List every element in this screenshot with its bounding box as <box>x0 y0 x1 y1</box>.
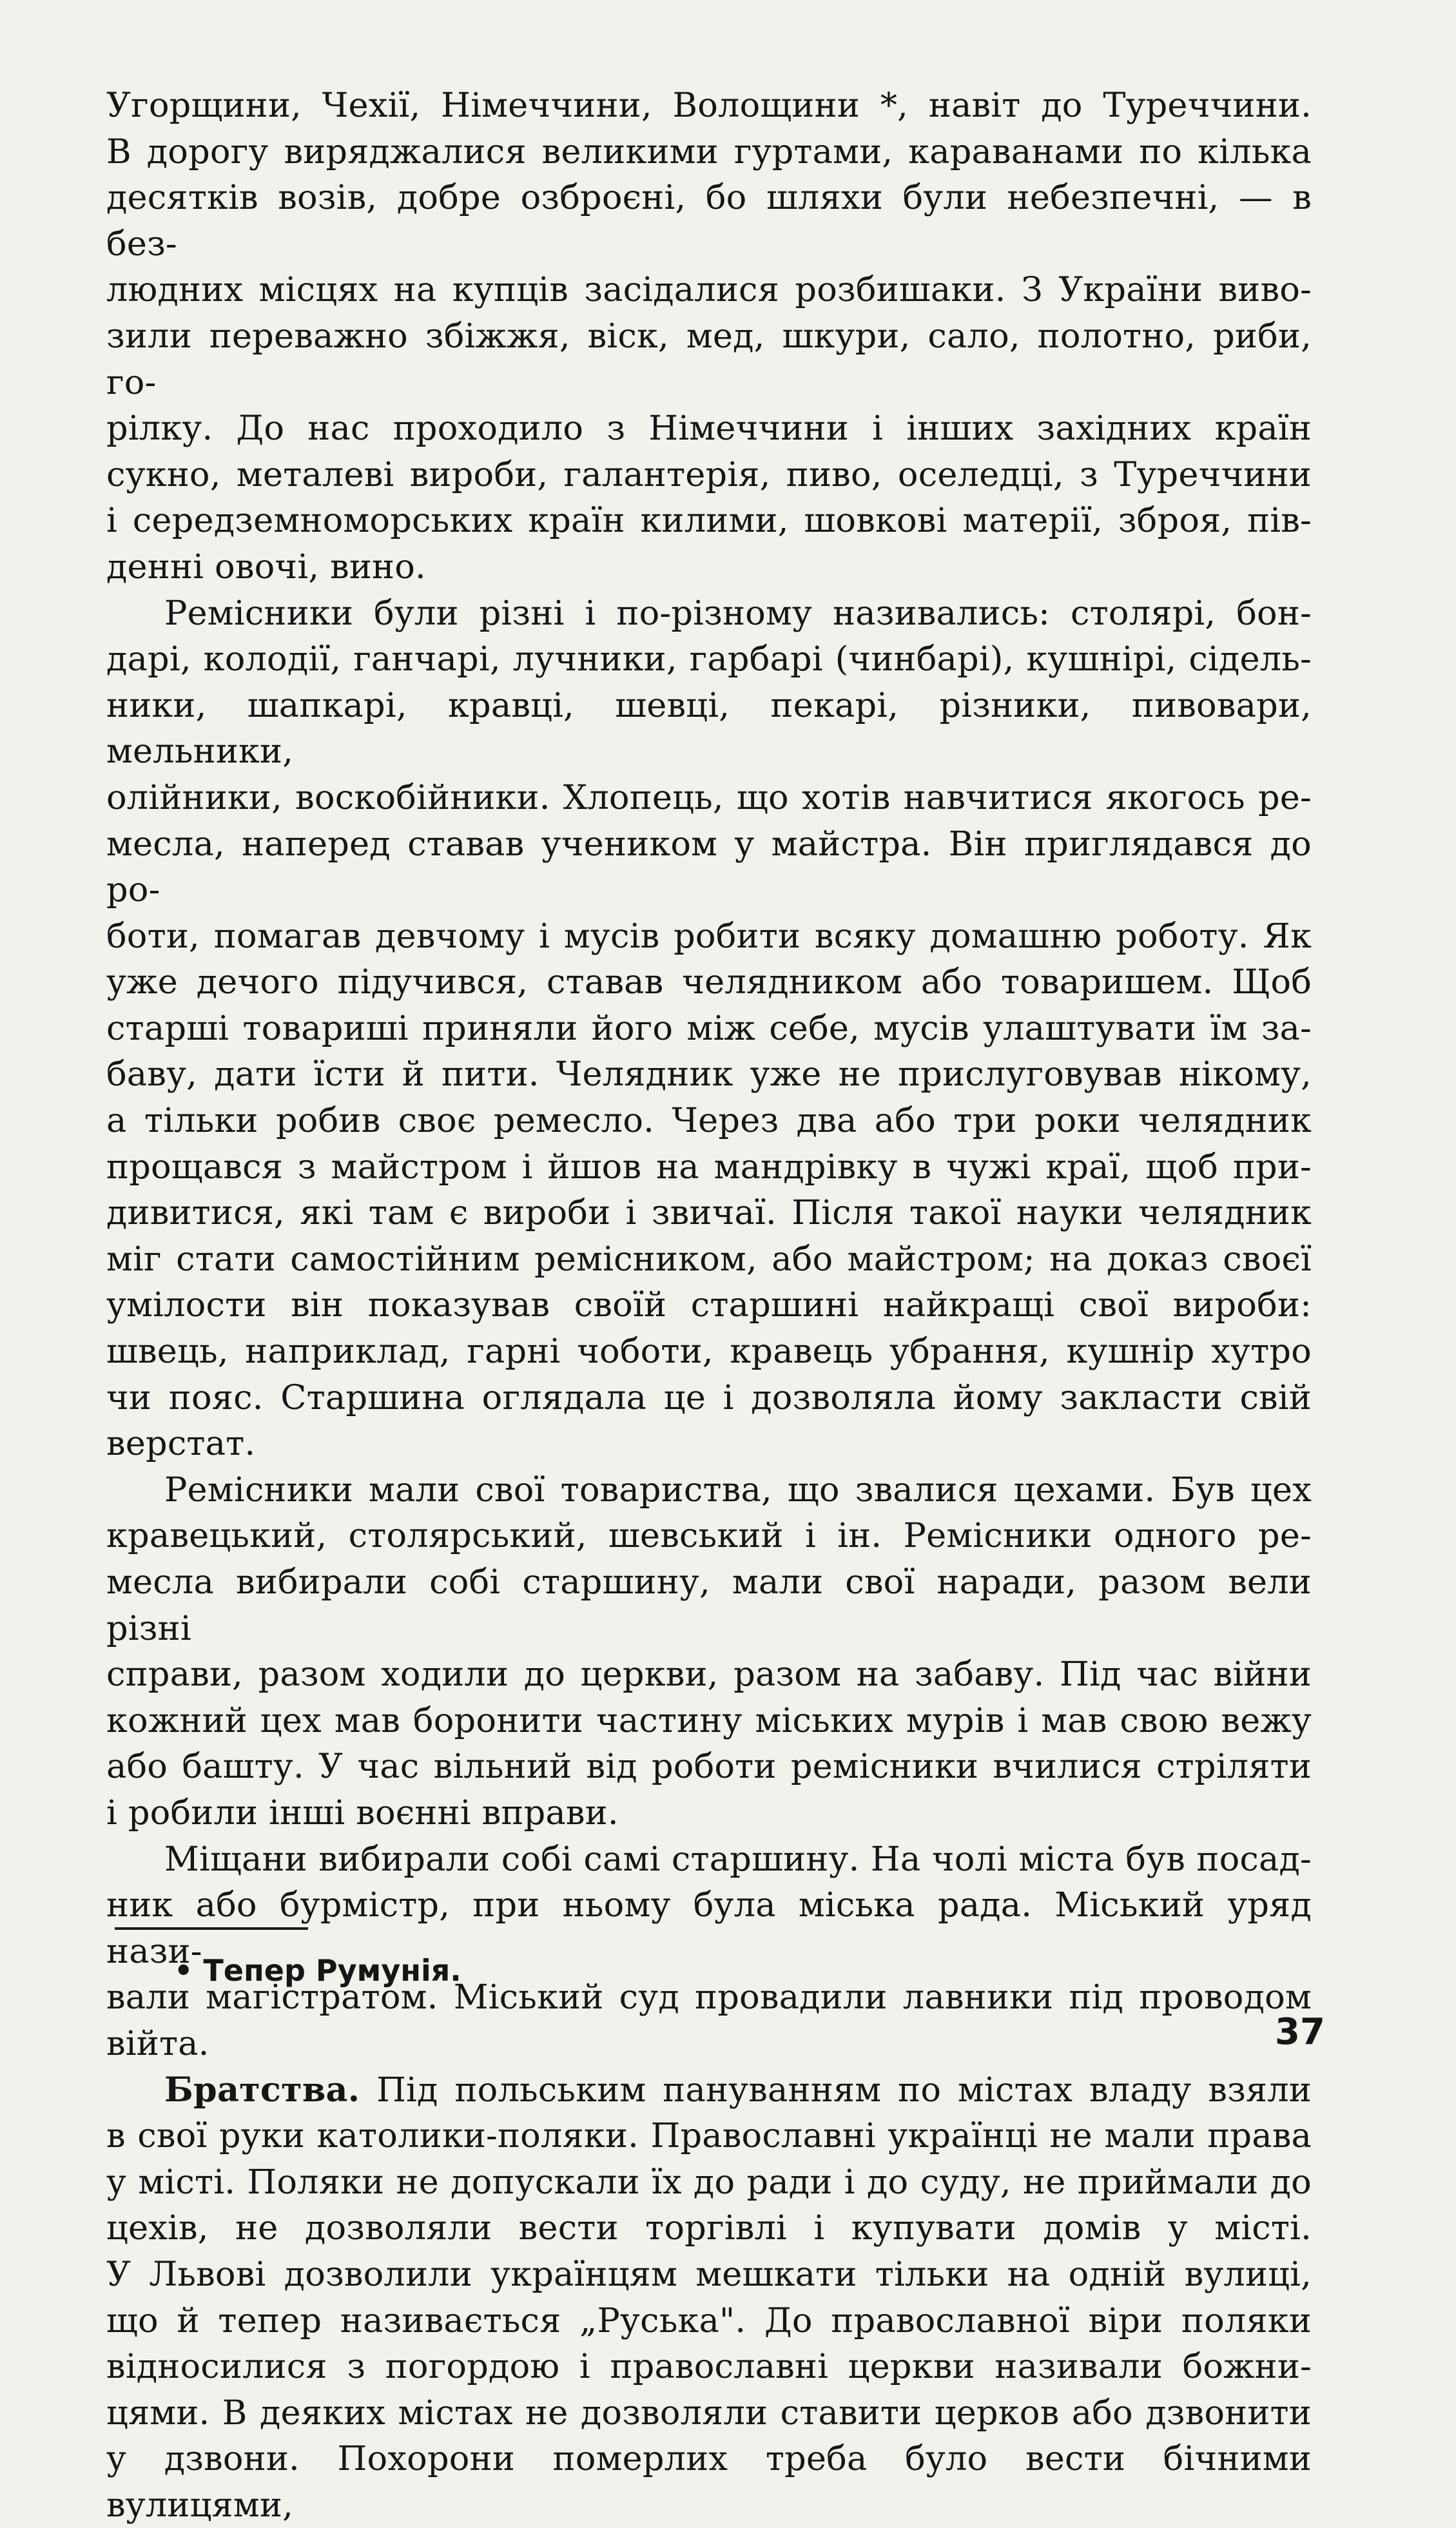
text-line-content: У Львові дозволили українцям мешкати тільки на одній вулиці, <box>106 2254 1312 2294</box>
text-line-content: війта. <box>106 2023 209 2063</box>
text-line <box>106 1375 1312 1421</box>
text-line <box>106 2205 1312 2251</box>
text-line-content: і середземноморських країн килими, шовкові матерії, зброя, пів- <box>106 501 1312 541</box>
text-line-content: цехів, не дозволяли вести торгівлі і купувати домів у місті. <box>106 2208 1312 2248</box>
text-line-content: справи, разом ходили до церкви, разом на забаву. Під час війни <box>106 1655 1312 1695</box>
text-line <box>106 1098 1312 1144</box>
text-line-content: зили переважно збіжжя, віск, мед, шкури, сало, полотно, риби, го- <box>106 316 1312 402</box>
text-line-content: у дзвони. Похорони померлих треба було вести бічними вулицями, <box>106 2439 1312 2525</box>
section-lead-heading: Братства. <box>164 2070 360 2110</box>
text-line-content: ники, шапкарі, кравці, шевці, пекарі, різники, пивовари, мельники, <box>106 685 1312 772</box>
text-line-content: у місті. Поляки не допускали їх до ради і до суду, не приймали до <box>106 2162 1312 2202</box>
text-line <box>106 1190 1312 1236</box>
text-line <box>106 1467 1312 1513</box>
text-line <box>106 775 1312 821</box>
text-line-content: швець, наприклад, гарні чоботи, кравець убрання, кушнір хутро <box>106 1332 1312 1372</box>
footnote-divider <box>115 1927 308 1930</box>
text-line <box>106 1513 1312 1559</box>
text-line-content: старші товариші приняли його між себе, мусів улаштувати їм за- <box>106 1008 1312 1048</box>
text-line-content: баву, дати їсти й пити. Челядник уже не прислуговував нікому, <box>106 1055 1312 1094</box>
text-line-content: Ремісники мали свої товариства, що звалися цехами. Був цех <box>164 1470 1312 1510</box>
text-line <box>106 2251 1312 2298</box>
text-line-content: цями. В деяких містах не дозволяли ставити церков або дзвонити <box>106 2393 1312 2433</box>
text-line <box>106 590 1312 637</box>
text-line-content: месла вибирали собі старшину, мали свої наради, разом вели різні <box>106 1562 1312 1648</box>
text-line <box>106 821 1312 913</box>
text-line <box>106 2067 1312 2114</box>
text-line-content: кравецький, столярський, шевський і ін. Ремісники одного ре- <box>106 1516 1312 1556</box>
text-line-content: Ремісники були різні і по-різному називались: столярі, бон- <box>164 593 1312 633</box>
text-line-content: верстат. <box>106 1424 256 1464</box>
text-line <box>106 1236 1312 1283</box>
page-body <box>106 83 1312 2528</box>
text-line-content: Під польським пануванням по містах владу взяли <box>360 2070 1312 2110</box>
text-line-content: що й тепер називається „Руська". До православної віри поляки <box>106 2300 1312 2340</box>
text-line <box>106 1836 1312 1883</box>
text-line-content: боти, помагав девчому і мусів робити всяку домашню роботу. Як <box>106 916 1312 956</box>
text-line-content: сукно, металеві вироби, галантерія, пиво, оселедці, з Туреччини <box>106 454 1312 494</box>
text-line-content: кожний цех мав боронити частину міських мурів і мав свою вежу <box>106 1700 1312 1740</box>
footnote: • Тепер Румунія. <box>174 1953 461 1988</box>
text-line-content: ник або бурмістр, при ньому була міська рада. Міський уряд нази- <box>106 1885 1312 1971</box>
text-line <box>106 405 1312 452</box>
text-line <box>106 2298 1312 2344</box>
text-line <box>106 2021 1312 2067</box>
text-line <box>106 1328 1312 1375</box>
text-line <box>106 2344 1312 2390</box>
text-line <box>106 1421 1312 1467</box>
text-line-content: Міщани вибирали собі самі старшину. На чолі міста був посад- <box>164 1839 1312 1879</box>
text-line-content: людних місцях на купців засідалися розбишаки. З України вивo- <box>106 270 1312 310</box>
text-line-content: В дорогу виряджалися великими гуртами, караванами по кілька <box>106 131 1312 171</box>
text-line-content: дивитися, які там є вироби і звичаї. Після такої науки челядник <box>106 1193 1312 1233</box>
text-line <box>106 959 1312 1006</box>
text-line <box>106 129 1312 175</box>
text-line <box>106 452 1312 498</box>
text-line-content: месла, наперед ставав учеником у майстра. Він приглядався до ро- <box>106 824 1312 910</box>
text-line-content: а тільки робив своє ремесло. Через два або три роки челядник <box>106 1101 1312 1141</box>
text-line <box>106 636 1312 683</box>
text-line-content: уже дечого підучився, ставав челядником або товаришем. Щоб <box>106 962 1312 1002</box>
text-line <box>106 175 1312 267</box>
text-line <box>106 1006 1312 1052</box>
text-line <box>106 2159 1312 2206</box>
text-line-content: умілости він показував своїй старшині найкращі свої вироби: <box>106 1285 1312 1325</box>
text-line <box>106 1559 1312 1651</box>
text-line-content: дарі, колодії, ганчарі, лучники, гарбарі (чинбарі), кушнірі, сідель- <box>106 639 1312 679</box>
text-line <box>106 1790 1312 1836</box>
text-line <box>106 498 1312 544</box>
text-line <box>106 83 1312 129</box>
text-line <box>106 2390 1312 2436</box>
text-line <box>106 683 1312 775</box>
page-number: 37 <box>1275 2011 1325 2053</box>
text-line-content: відносилися з погордою і православні церкви називали божни- <box>106 2347 1312 2387</box>
text-line <box>106 1282 1312 1328</box>
text-line <box>106 2113 1312 2159</box>
text-line <box>106 1051 1312 1098</box>
text-line-content: денні овочі, вино. <box>106 547 426 587</box>
text-line <box>106 1651 1312 1698</box>
text-line <box>106 1744 1312 1790</box>
text-line-content: Угорщини, Чехії, Німеччини, Волощини *, навіт до Туреччини. <box>106 86 1312 125</box>
text-line <box>106 913 1312 960</box>
text-line <box>106 313 1312 405</box>
text-line-content: вали магістратом. Міський суд провадили лавники під проводом <box>106 1978 1312 2018</box>
text-line-content: олійники, воскобійники. Хлопець, що хотів навчитися якогось ре- <box>106 777 1312 817</box>
text-line-content: чи пояс. Старшина оглядала це і дозволяла йому закласти свій <box>106 1377 1312 1417</box>
text-line-content: або башту. У час вільний від роботи ремісники вчилися стріляти <box>106 1747 1312 1787</box>
text-line-content: прощався з майстром і йшов на мандрівку в чужі краї, щоб при- <box>106 1147 1312 1187</box>
text-line-content: десятків возів, добре озброєні, бо шляхи були небезпечні, — в без- <box>106 178 1312 264</box>
main-text <box>106 83 1312 2528</box>
text-line-content: рілку. До нас проходило з Німеччини і інших західних країн <box>106 409 1312 449</box>
text-line-content: в свої руки католики-поляки. Православні українці не мали права <box>106 2116 1312 2156</box>
text-line <box>106 267 1312 313</box>
text-line-content: міг стати самостійним ремісником, або майстром; на доказ своєї <box>106 1239 1312 1279</box>
text-line <box>106 2436 1312 2528</box>
text-line <box>106 1698 1312 1744</box>
text-line <box>106 1144 1312 1191</box>
text-line-content: і робили інші воєнні вправи. <box>106 1793 619 1833</box>
text-line <box>106 544 1312 590</box>
